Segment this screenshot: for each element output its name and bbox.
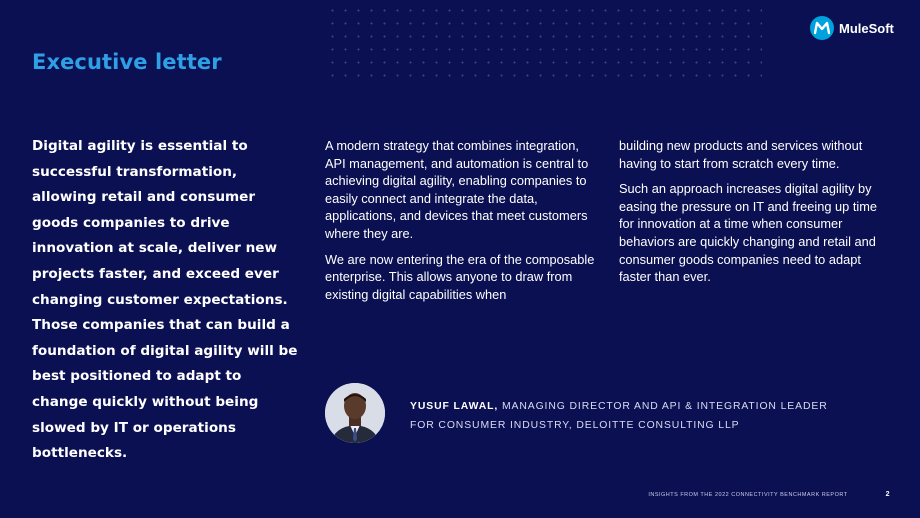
- speaker-role: MANAGING DIRECTOR AND API & INTEGRATION LEADER: [501, 401, 828, 412]
- decorative-dot-grid: [322, 0, 762, 82]
- report-title: INSIGHTS FROM THE 2022 CONNECTIVITY BENCHMARK REPORT: [648, 491, 848, 498]
- mulesoft-logo-icon: [810, 16, 834, 40]
- paragraph: We are now entering the era of the composable enterprise. This allows anyone to draw from existing digital capabilities when: [325, 251, 595, 302]
- person-photo-icon: [325, 383, 385, 443]
- body-column-1: [325, 137, 600, 311]
- lead-statement: Digital agility is essential to successful transformation, allowing retail and consumer goods companies to drive innovation at scale, deliver new projects faster, and exceed ever changing customer expectations. Those companies that can build a foundation of digital agility will be best positioned to adapt to change quickly without being slowed by IT or operations bottlenecks.: [32, 138, 298, 462]
- paragraph: building new products and services without having to start from scratch every time.: [619, 138, 863, 171]
- speaker-name: YUSUF LAWAL,: [410, 401, 499, 412]
- speaker-organization: FOR CONSUMER INDUSTRY, DELOITTE CONSULTING LLP: [410, 420, 740, 431]
- page-title: Executive letter: [32, 50, 222, 74]
- paragraph: A modern strategy that combines integration, API management, and automation is central to achieving digital agility, enabling companies to easily connect and integrate the data, applications, and devices that meet customers where they are.: [325, 138, 589, 241]
- speaker-line-1: [410, 397, 860, 416]
- mulesoft-logo[interactable]: [810, 16, 894, 40]
- body-column-2: [619, 137, 894, 294]
- page-number: 2: [885, 491, 890, 498]
- page-footer: [648, 491, 890, 498]
- brand-name: MuleSoft: [839, 20, 894, 36]
- paragraph: Such an approach increases digital agility by easing the pressure on IT and freeing up time for innovation at a time when consumer behaviors are quickly changing and retail and consumer goods companies need to adapt faster than ever.: [619, 181, 877, 285]
- speaker-attribution: [410, 397, 860, 435]
